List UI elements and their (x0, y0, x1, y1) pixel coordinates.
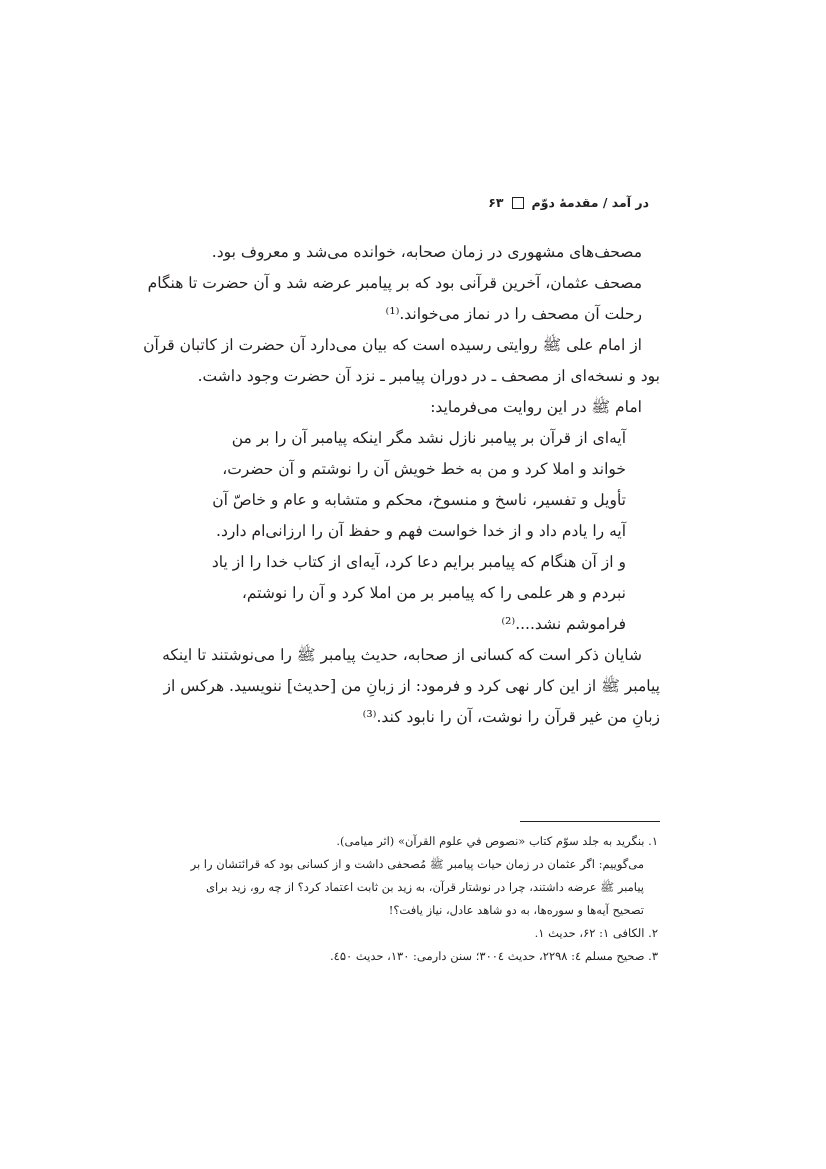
quote-line: فراموشم نشد....⁽²⁾ (501, 615, 626, 633)
text-line: زبانِ من غیر قرآن را نوشت، آن را نابود کند.⁽³⁾ (362, 708, 660, 726)
text-line: شایان ذکر است که کسانی از صحابه، حدیث پیامبر ﷺ را می‌نوشتند تا اینکه (162, 646, 642, 664)
quote-line: خواند و املا کرد و من به خط خویش آن را نوشتم و آن حضرت، (222, 460, 626, 478)
paragraph (147, 237, 660, 330)
running-header (488, 195, 649, 210)
footnote-1-line: پیامبر ﷺ عرضه داشتند، چرا در نوشتار قرآن، به زید بن ثابت اعتماد کرد؟ از چه رو، زید برای (206, 880, 644, 894)
paragraph (143, 330, 660, 423)
block-quote (166, 423, 660, 640)
footnote-1: ۱. بنگرید به جلد سوّم کتاب «نصوص في علوم القرآن» (اثر میامی). (336, 834, 658, 848)
paragraph (162, 640, 660, 733)
main-text (143, 237, 660, 733)
quote-line: و از آن هنگام که پیامبر برایم دعا کرد، آیه‌ای از کتاب خدا را از یاد (211, 553, 626, 571)
quote-line: نبردم و هر علمی را که پیامبر بر من املا کرد و آن را نوشتم، (241, 584, 626, 602)
text-line: از امام علی ﷺ روایتی رسیده است که بیان می‌دارد آن حضرت از کاتبان قرآن (143, 336, 642, 354)
text-line: امام ﷺ در این روایت می‌فرماید: (430, 398, 642, 416)
text-line: بود و نسخه‌ای از مصحف ـ در دوران پیامبر ـ نزد آن حضرت وجود داشت. (197, 367, 660, 385)
footnote-1-line: تصحیح آیه‌ها و سوره‌ها، به دو شاهد عادل، نیاز یافت؟! (388, 903, 644, 917)
header-title: در آمد / مقدمهٔ دوّم (531, 195, 649, 210)
footnotes (166, 830, 658, 968)
quote-line: تأویل و تفسیر، ناسخ و منسوخ، محکم و متشابه و عام و خاصّ آن (212, 491, 626, 509)
footnote-2: ۲. الکافی ۱: ۶۲، حدیث ۱. (534, 926, 658, 940)
quote-line: آیه‌ای از قرآن بر پیامبر نازل نشد مگر اینکه پیامبر آن را بر من (231, 429, 626, 447)
footnote-1-line: می‌گوییم: اگر عثمان در زمان حیات پیامبر ﷺ مُصحفی داشت و از کسانی بود که قرائتشان را بر (190, 857, 644, 871)
footnote-3: ۳. صحیح مسلم ٤: ۲۲۹۸، حدیث ۳۰۰٤؛ سنن دارمی: ۱۳۰، حدیث ٤۵۰. (330, 949, 658, 963)
footnote-separator (520, 821, 660, 822)
page-number: ۶۳ (488, 195, 504, 210)
text-line: مصحف عثمان، آخرین قرآنی بود که بر پیامبر عرضه شد و آن حضرت تا هنگام (147, 274, 642, 292)
text-line: رحلت آن مصحف را در نماز می‌خواند.⁽¹⁾ (385, 305, 642, 323)
quote-line: آیه را یادم داد و از خدا خواست فهم و حفظ آن را ارزانی‌ام دارد. (216, 522, 626, 540)
text-line: مصحف‌های مشهوری در زمان صحابه، خوانده می‌شد و معروف بود. (211, 243, 642, 261)
text-line: پیامبر ﷺ از این کار نهی کرد و فرمود: از زبانِ من [حدیث] ننویسید. هرکس از (163, 677, 660, 695)
square-bullet-icon (512, 197, 524, 209)
